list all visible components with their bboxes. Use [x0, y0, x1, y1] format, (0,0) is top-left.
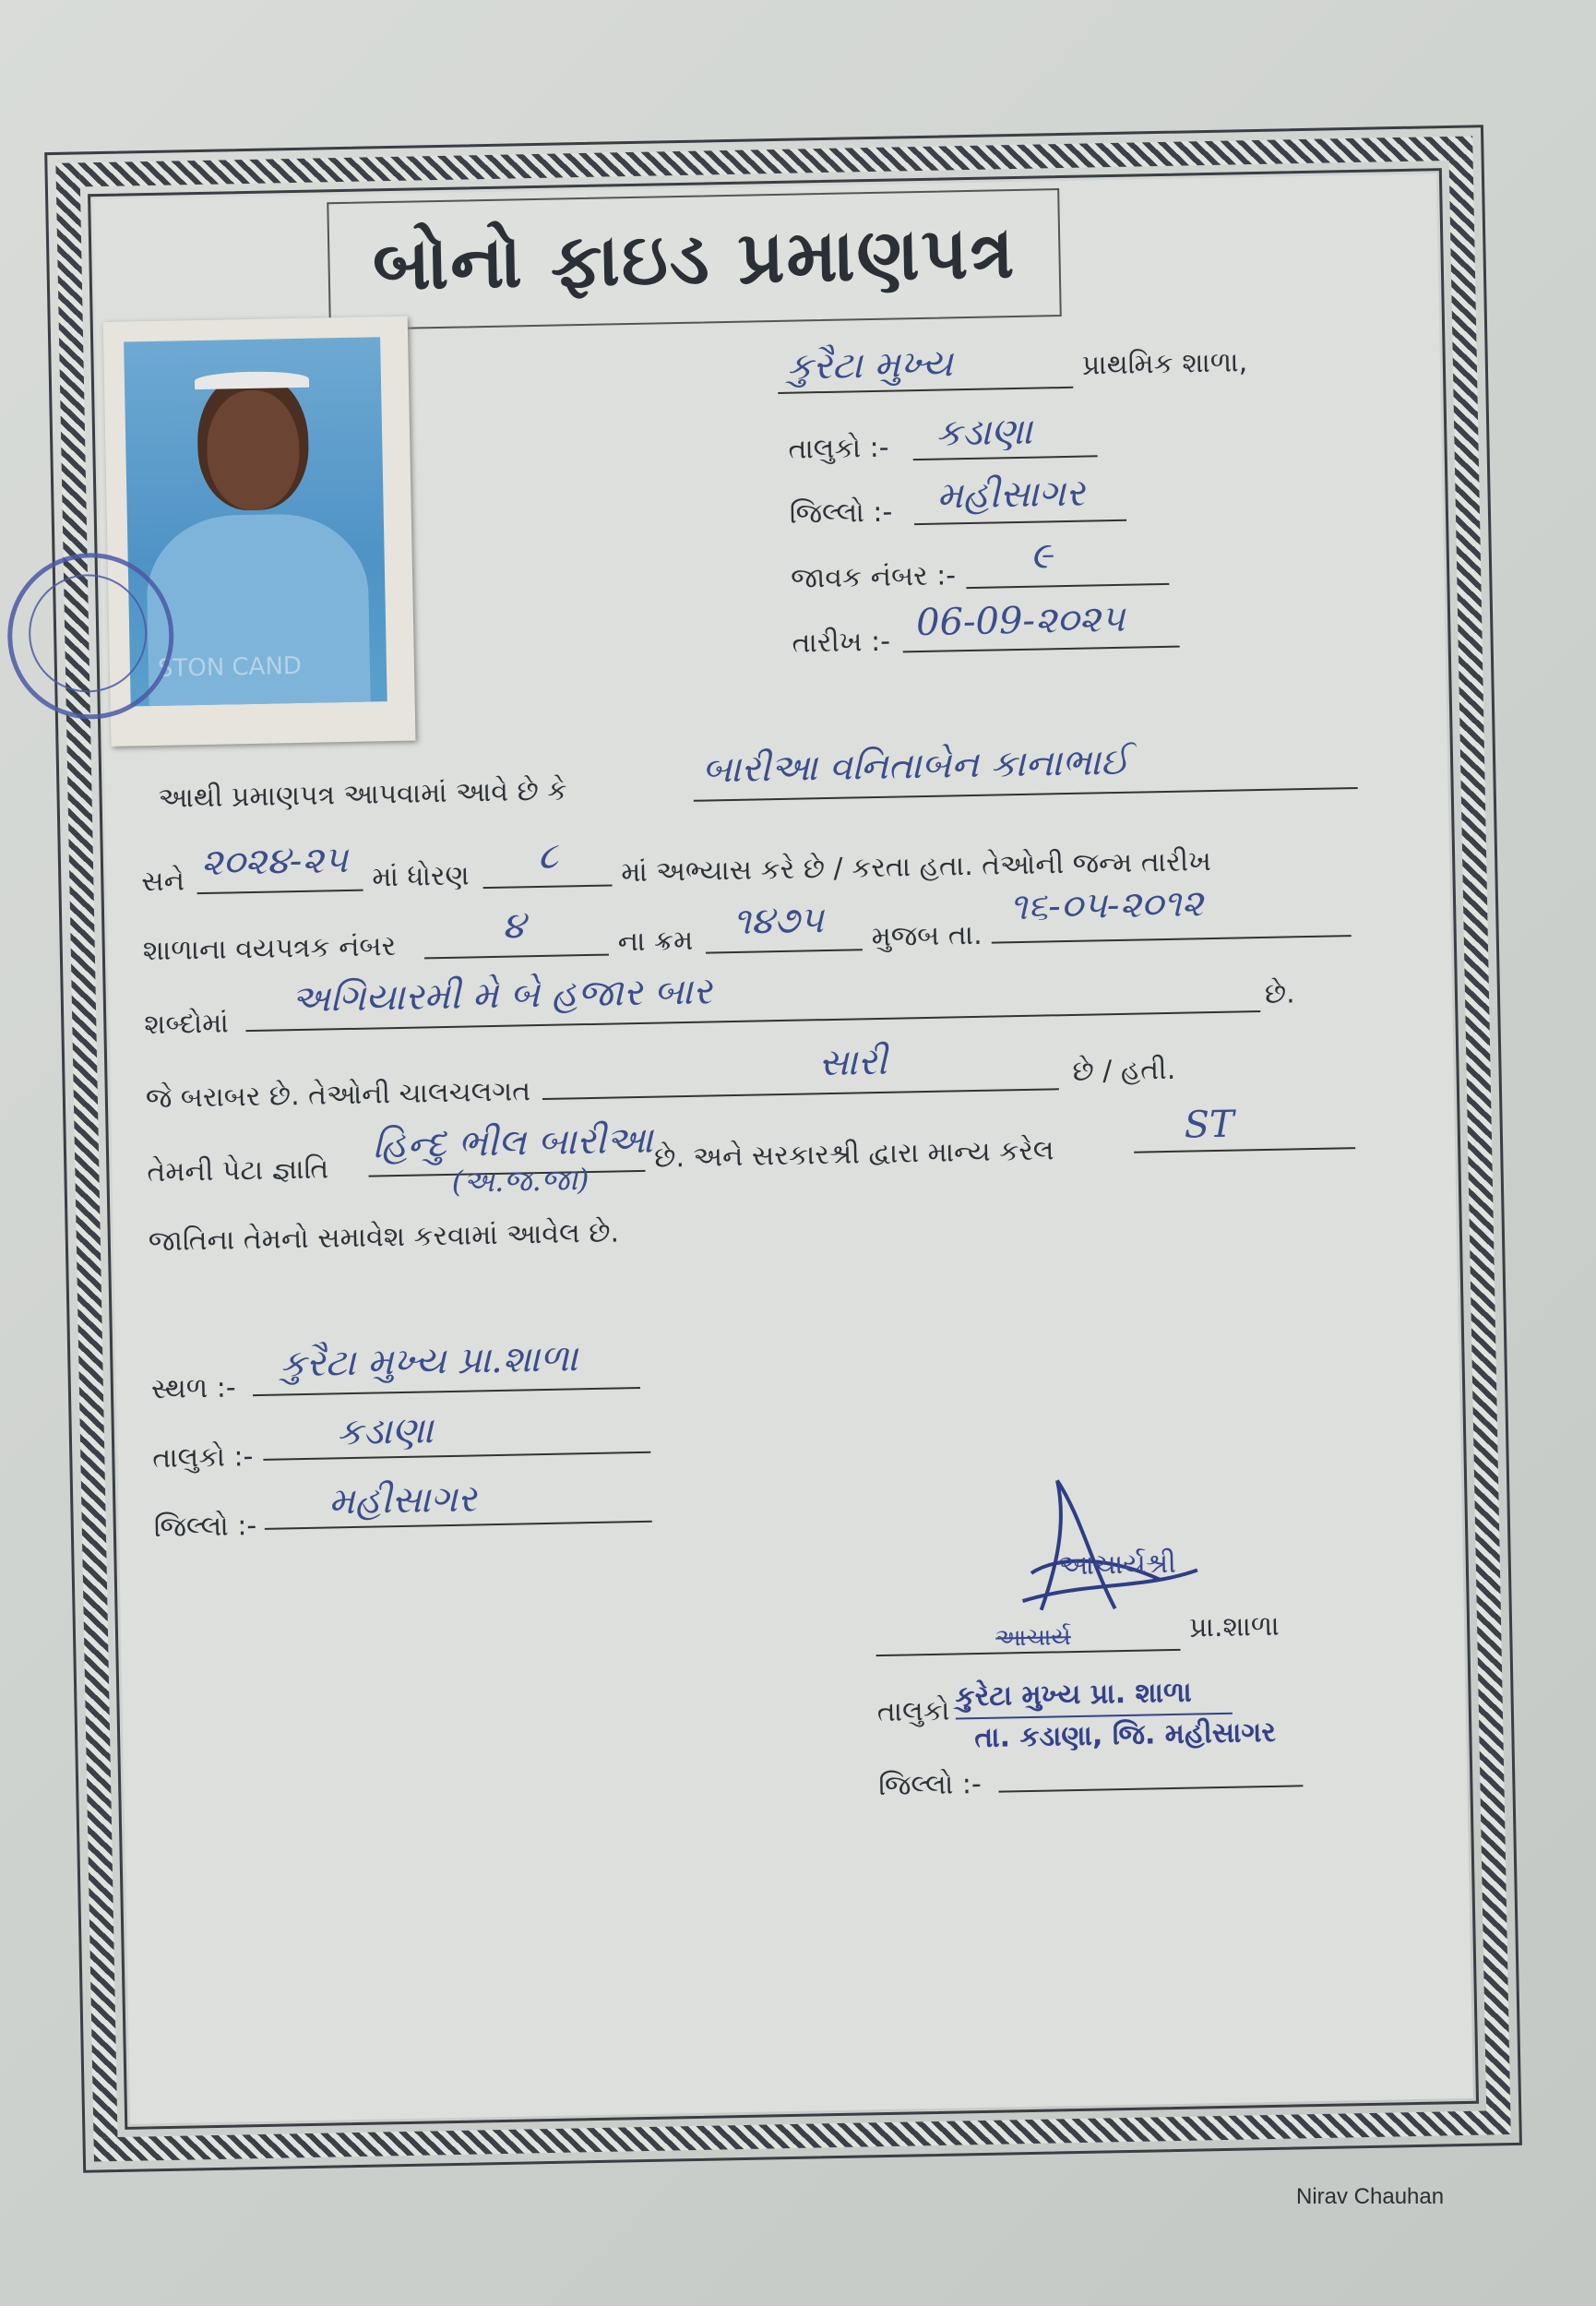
body-line1-text: આથી પ્રમાણપત્ર આપવામાં આવે છે કે: [158, 774, 567, 815]
outward-number-value: ૯: [1030, 534, 1053, 578]
dob-label: મુજબ તા.: [871, 918, 983, 954]
study-text: માં અભ્યાસ કરે છે / કરતા હતા. તેઓની જન્મ તારીખ: [620, 845, 1212, 890]
place-label: સ્થળ :-: [150, 1371, 236, 1406]
serial-number: ૧૪૭૫: [732, 899, 825, 943]
school-label: પ્રા.શાળા: [1188, 1609, 1280, 1644]
taluka-value: કડાણા: [935, 410, 1033, 455]
academic-year: ૨૦૨૪-૨૫: [200, 838, 349, 885]
date-label: તારીખ :-: [792, 625, 891, 660]
school-stamp-line2: તા. કડાણા, જિ. મહીસાગર: [974, 1715, 1277, 1755]
footer-taluka-value: કડાણા: [336, 1409, 434, 1454]
conduct-value: સારી: [817, 1040, 888, 1085]
register-label: શાળાના વયપત્રક નંબર: [142, 930, 397, 968]
serial-label: ના ક્રમ: [617, 924, 694, 959]
certificate-title: બોનો ફાઇડ પ્રમાણપત્ર: [372, 210, 1017, 307]
place-value: કુરૈટા મુખ્ય પ્રા.શાળા: [279, 1337, 578, 1386]
conduct-suffix: છે / હતી.: [1072, 1053, 1176, 1088]
register-number: ૪: [501, 904, 526, 948]
footer-taluka-label: તાલુકો :-: [152, 1440, 254, 1476]
caste-label: તેમની પેટા જ્ઞાતિ: [147, 1153, 329, 1189]
school-stamp-line1: કુરેટા મુખ્ય પ્રા. શાળા: [955, 1676, 1193, 1714]
dob-in-words: અગિયારમી મે બે હજાર બાર: [291, 970, 712, 1022]
std-value: ૮: [537, 834, 559, 878]
footer-district-label: જિલ્લો :-: [153, 1510, 257, 1545]
principal-label: આચાર્યશ્રી: [1058, 1547, 1177, 1583]
words-label: શબ્દોમાં: [144, 1007, 230, 1042]
conduct-label: જે બરાબર છે. તેઓની ચાલચલગત: [145, 1075, 531, 1116]
district-label: જિલ્લો :-: [789, 496, 893, 531]
sig-district-label: જિલ્લો :-: [877, 1767, 983, 1803]
date-value: 06-09-૨૦૨૫: [915, 597, 1126, 645]
principal-struck: આચાર્ય: [995, 1623, 1072, 1653]
photo-stamp-text: STON CAND: [157, 651, 303, 683]
date-of-birth: ૧૬-૦૫-૨૦૧૨: [1008, 882, 1204, 929]
principal-signature: [1002, 1468, 1208, 1619]
outward-number-label: જાવક નંબર :-: [790, 559, 957, 595]
words-suffix: છે.: [1264, 977, 1295, 1010]
caste-mid-text: છે. અને સરકારશ્રી દ્વારા માન્ય કરેલ: [653, 1134, 1054, 1175]
footer-district-value: મહીસાગર: [328, 1477, 477, 1523]
district-value: મહીસાગર: [936, 472, 1086, 518]
watermark-text: Nirav Chauhan: [1296, 2184, 1445, 2209]
caste-end-text: જાતિના તેમનો સમાવેશ કરવામાં આવેલ છે.: [148, 1216, 620, 1259]
certificate-frame: [42, 23, 1522, 2173]
school-suffix: પ્રાથમિક શાળા,: [1081, 346, 1248, 382]
title-box: [327, 188, 1062, 330]
taluka-label: તાલુકો :-: [788, 431, 889, 466]
sig-taluka-label: તાલુકો: [876, 1694, 950, 1729]
sub-caste: હિન્દુ ભીલ બારીઆ: [372, 1118, 654, 1167]
year-prefix: સને: [141, 865, 185, 899]
category-value: ST: [1184, 1103, 1235, 1147]
school-name: કુરૈટા મુખ્ય: [786, 342, 954, 388]
sub-caste-category: (અ.જ.જા): [451, 1162, 590, 1200]
std-label: માં ધોરણ: [371, 859, 470, 894]
student-name: બારીઆ વનિતાબેન કાનાભાઈ: [701, 740, 1130, 792]
